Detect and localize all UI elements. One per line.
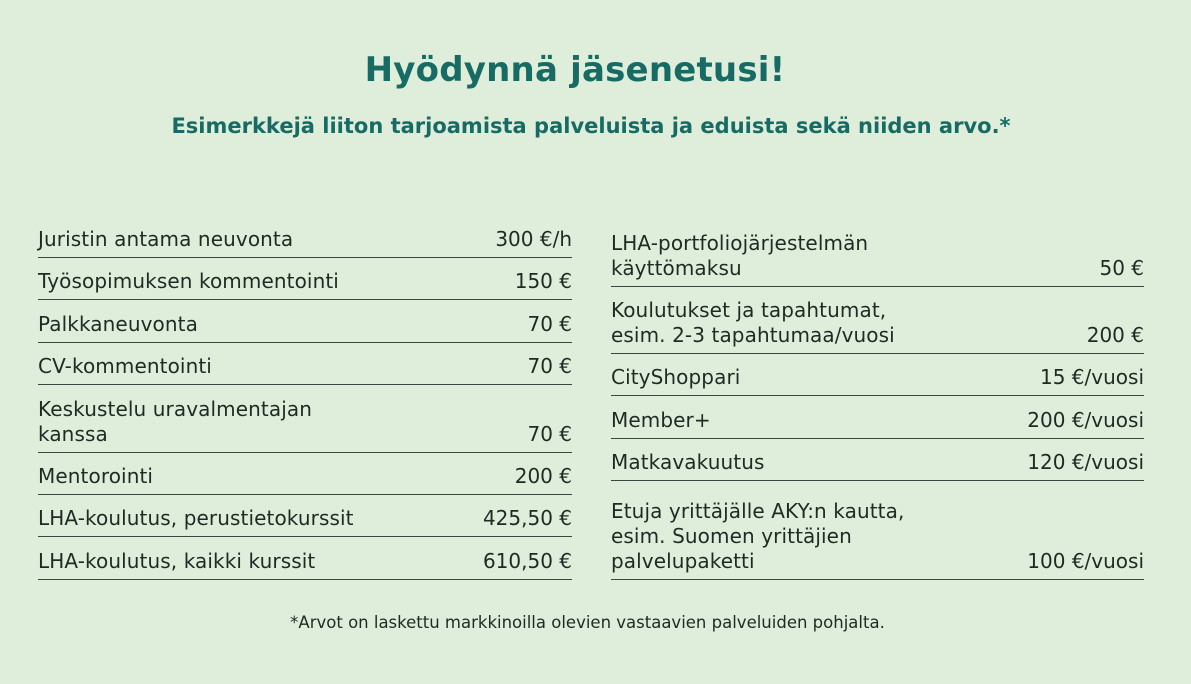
item-label: LHA-koulutus, perustietokurssit	[38, 506, 354, 530]
list-item	[38, 385, 572, 453]
item-label: Keskustelu uravalmentajan kanssa	[38, 397, 312, 446]
item-label: Mentorointi	[38, 464, 154, 488]
item-value: 70 €	[527, 422, 572, 446]
item-value: 120 €/vuosi	[1027, 450, 1144, 474]
footnote: *Arvot on laskettu markkinoilla olevien vastaavien palveluiden pohjalta.	[290, 613, 885, 632]
item-value: 15 €/vuosi	[1040, 365, 1144, 389]
list-item	[38, 537, 572, 580]
list-item	[38, 343, 572, 385]
item-label: Matkavakuutus	[611, 450, 765, 474]
item-label: CV-kommentointi	[38, 354, 212, 378]
list-item	[38, 300, 572, 343]
list-item	[611, 439, 1144, 481]
item-value: 50 €	[1099, 256, 1144, 280]
page-title: Hyödynnä jäsenetusi!	[364, 50, 786, 90]
item-value: 100 €/vuosi	[1027, 549, 1144, 573]
item-value: 70 €	[527, 354, 572, 378]
item-value: 200 €/vuosi	[1027, 408, 1144, 432]
item-label: Koulutukset ja tapahtumat, esim. 2-3 tapahtumaa/vuosi	[611, 298, 895, 347]
item-value: 70 €	[527, 312, 572, 336]
item-value: 150 €	[514, 269, 572, 293]
list-item	[38, 215, 572, 258]
item-label: LHA-koulutus, kaikki kurssit	[38, 549, 316, 573]
list-item	[38, 453, 572, 495]
item-label: CityShoppari	[611, 365, 741, 389]
item-value: 610,50 €	[482, 549, 572, 573]
right-benefits-list	[611, 215, 1144, 580]
item-label: Juristin antama neuvonta	[38, 227, 294, 251]
list-item	[611, 354, 1144, 396]
list-item	[611, 287, 1144, 354]
list-item	[38, 495, 572, 537]
item-label: Työsopimuksen kommentointi	[38, 269, 339, 293]
item-value: 425,50 €	[482, 506, 572, 530]
item-label: Etuja yrittäjälle AKY:n kautta, esim. Suomen yrittäjien palvelupaketti	[611, 499, 905, 573]
item-label: LHA-portfoliojärjestelmän käyttömaksu	[611, 231, 869, 280]
item-value: 200 €	[514, 464, 572, 488]
list-item	[38, 258, 572, 300]
list-item	[611, 396, 1144, 439]
item-label: Member+	[611, 408, 711, 432]
list-item	[611, 481, 1144, 580]
page-subtitle: Esimerkkejä liiton tarjoamista palveluista ja eduista sekä niiden arvo.*	[171, 114, 1011, 138]
list-item	[611, 215, 1144, 287]
item-label: Palkkaneuvonta	[38, 312, 198, 336]
item-value: 300 €/h	[495, 227, 572, 251]
left-benefits-list	[38, 215, 572, 580]
item-value: 200 €	[1086, 323, 1144, 347]
